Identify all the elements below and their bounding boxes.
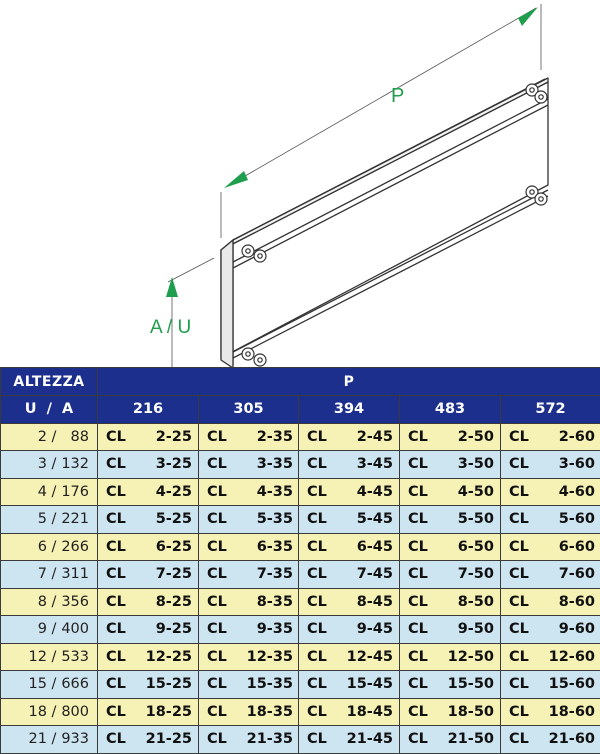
code-prefix: CL — [98, 456, 134, 472]
product-code-cell — [299, 533, 400, 561]
separator: / — [47, 676, 61, 692]
height-mm-value: 266 — [61, 539, 89, 555]
height-mm-value: 88 — [61, 429, 89, 445]
screw-icon — [535, 91, 547, 103]
product-code-cell — [199, 533, 299, 561]
code-prefix: CL — [199, 429, 235, 445]
code-number: 2-35 — [235, 429, 293, 445]
code-prefix: CL — [199, 456, 235, 472]
product-code-cell — [400, 478, 501, 506]
code-prefix: CL — [299, 484, 335, 500]
code-number: 8-25 — [134, 594, 192, 610]
product-code-cell — [98, 643, 199, 671]
code-prefix: CL — [299, 566, 335, 582]
code-number: 12-60 — [537, 649, 595, 665]
depth-value-header: 394 — [299, 396, 400, 424]
product-code-cell — [98, 698, 199, 726]
code-number: 2-50 — [436, 429, 494, 445]
code-prefix: CL — [400, 511, 436, 527]
product-code-cell — [199, 478, 299, 506]
depth-value-header: 216 — [98, 396, 199, 424]
units-value: 8 — [1, 594, 47, 610]
code-number: 12-45 — [335, 649, 393, 665]
product-code-cell — [501, 643, 600, 671]
code-number: 12-25 — [134, 649, 192, 665]
code-number: 8-60 — [537, 594, 595, 610]
code-prefix: CL — [501, 456, 537, 472]
code-number: 18-50 — [436, 704, 494, 720]
code-number: 21-60 — [537, 731, 595, 747]
code-prefix: CL — [98, 484, 134, 500]
height-cell — [1, 643, 98, 671]
code-number: 12-35 — [235, 649, 293, 665]
product-code-cell — [400, 423, 501, 451]
code-prefix: CL — [199, 649, 235, 665]
code-prefix: CL — [199, 539, 235, 555]
product-code-cell — [299, 506, 400, 534]
code-number: 4-35 — [235, 484, 293, 500]
code-prefix: CL — [299, 676, 335, 692]
height-mm-value: 666 — [61, 676, 89, 692]
separator: / — [47, 456, 61, 472]
units-value: 9 — [1, 621, 47, 637]
code-number: 4-45 — [335, 484, 393, 500]
depth-column-title: P — [98, 368, 600, 396]
code-number: 4-50 — [436, 484, 494, 500]
table-row — [1, 478, 600, 506]
code-number: 5-50 — [436, 511, 494, 527]
height-cell — [1, 671, 98, 699]
code-number: 9-50 — [436, 621, 494, 637]
product-code-cell — [98, 616, 199, 644]
code-prefix: CL — [299, 456, 335, 472]
code-prefix: CL — [98, 429, 134, 445]
product-code-cell — [299, 451, 400, 479]
code-number: 7-50 — [436, 566, 494, 582]
units-value: 5 — [1, 511, 47, 527]
code-prefix: CL — [501, 511, 537, 527]
product-code-cell — [98, 533, 199, 561]
table-row — [1, 616, 600, 644]
code-prefix: CL — [299, 621, 335, 637]
code-prefix: CL — [501, 594, 537, 610]
product-code-cell — [501, 588, 600, 616]
code-prefix: CL — [199, 484, 235, 500]
code-prefix: CL — [400, 456, 436, 472]
code-prefix: CL — [400, 566, 436, 582]
code-prefix: CL — [98, 731, 134, 747]
product-code-cell — [199, 588, 299, 616]
code-number: 8-35 — [235, 594, 293, 610]
table-row — [1, 506, 600, 534]
code-number: 9-35 — [235, 621, 293, 637]
code-prefix: CL — [98, 594, 134, 610]
table-row — [1, 561, 600, 589]
code-number: 18-60 — [537, 704, 595, 720]
product-code-cell — [98, 726, 199, 754]
table-row — [1, 671, 600, 699]
product-code-cell — [199, 506, 299, 534]
units-value: 18 — [1, 704, 47, 720]
product-code-cell — [501, 561, 600, 589]
code-prefix: CL — [501, 539, 537, 555]
code-number: 6-25 — [134, 539, 192, 555]
code-prefix: CL — [199, 511, 235, 527]
product-code-cell — [299, 423, 400, 451]
code-prefix: CL — [299, 704, 335, 720]
code-prefix: CL — [98, 539, 134, 555]
separator: / — [47, 484, 61, 500]
code-number: 9-45 — [335, 621, 393, 637]
screw-icon — [242, 245, 254, 257]
code-prefix: CL — [501, 484, 537, 500]
code-number: 18-35 — [235, 704, 293, 720]
height-mm-value: 400 — [61, 621, 89, 637]
depth-value-header: 483 — [400, 396, 501, 424]
height-cell — [1, 506, 98, 534]
product-code-cell — [199, 726, 299, 754]
height-cell — [1, 726, 98, 754]
product-code-cell — [400, 671, 501, 699]
code-prefix: CL — [501, 731, 537, 747]
code-number: 4-25 — [134, 484, 192, 500]
code-number: 9-25 — [134, 621, 192, 637]
product-code-cell — [299, 698, 400, 726]
product-code-cell — [199, 616, 299, 644]
code-prefix: CL — [400, 704, 436, 720]
height-cell — [1, 451, 98, 479]
dimension-height-label: A / U — [150, 317, 191, 338]
depth-value-header: 572 — [501, 396, 600, 424]
code-number: 6-50 — [436, 539, 494, 555]
units-value: 6 — [1, 539, 47, 555]
separator: / — [47, 539, 61, 555]
code-number: 21-35 — [235, 731, 293, 747]
units-value: 2 — [1, 429, 47, 445]
code-prefix: CL — [199, 676, 235, 692]
code-number: 6-60 — [537, 539, 595, 555]
spec-table — [0, 367, 600, 754]
code-prefix: CL — [299, 429, 335, 445]
table-header-row-1 — [1, 368, 600, 396]
height-mm-value: 311 — [61, 566, 89, 582]
product-code-cell — [299, 726, 400, 754]
code-prefix: CL — [400, 594, 436, 610]
code-number: 3-50 — [436, 456, 494, 472]
code-prefix: CL — [299, 731, 335, 747]
arrow-left-icon — [224, 171, 248, 188]
code-prefix: CL — [199, 594, 235, 610]
product-code-cell — [299, 478, 400, 506]
table-row — [1, 726, 600, 754]
separator: / — [47, 594, 61, 610]
product-code-cell — [400, 588, 501, 616]
code-number: 4-60 — [537, 484, 595, 500]
code-number: 2-25 — [134, 429, 192, 445]
height-mm-value: 132 — [61, 456, 89, 472]
code-prefix: CL — [98, 621, 134, 637]
height-cell — [1, 561, 98, 589]
code-number: 3-45 — [335, 456, 393, 472]
code-number: 21-25 — [134, 731, 192, 747]
code-number: 3-60 — [537, 456, 595, 472]
screw-icon — [254, 354, 266, 366]
product-code-cell — [299, 561, 400, 589]
product-code-cell — [199, 451, 299, 479]
code-prefix: CL — [501, 704, 537, 720]
units-value: 7 — [1, 566, 47, 582]
code-number: 5-45 — [335, 511, 393, 527]
code-prefix: CL — [98, 566, 134, 582]
product-code-cell — [501, 698, 600, 726]
arrow-right-icon — [518, 7, 538, 26]
product-code-cell — [400, 451, 501, 479]
code-number: 15-35 — [235, 676, 293, 692]
product-code-cell — [501, 451, 600, 479]
height-cell — [1, 478, 98, 506]
blank-panel-outline — [221, 78, 548, 368]
product-code-cell — [98, 478, 199, 506]
code-number: 5-35 — [235, 511, 293, 527]
code-prefix: CL — [98, 676, 134, 692]
code-prefix: CL — [199, 704, 235, 720]
code-prefix: CL — [400, 649, 436, 665]
height-mm-value: 221 — [61, 511, 89, 527]
code-prefix: CL — [400, 429, 436, 445]
separator: / — [47, 511, 61, 527]
ua-column-label: U / A — [1, 396, 98, 424]
code-number: 5-60 — [537, 511, 595, 527]
product-code-cell — [501, 506, 600, 534]
code-prefix: CL — [98, 704, 134, 720]
code-number: 15-50 — [436, 676, 494, 692]
code-number: 21-45 — [335, 731, 393, 747]
product-code-cell — [501, 671, 600, 699]
code-prefix: CL — [199, 566, 235, 582]
separator: / — [47, 649, 61, 665]
product-code-cell — [98, 671, 199, 699]
product-code-cell — [299, 588, 400, 616]
code-prefix: CL — [400, 539, 436, 555]
code-prefix: CL — [299, 594, 335, 610]
code-number: 15-25 — [134, 676, 192, 692]
table-row — [1, 643, 600, 671]
code-prefix: CL — [98, 511, 134, 527]
code-number: 15-45 — [335, 676, 393, 692]
product-code-cell — [98, 423, 199, 451]
table-row — [1, 451, 600, 479]
table-row — [1, 698, 600, 726]
product-code-cell — [400, 506, 501, 534]
separator: / — [47, 429, 61, 445]
separator: / — [47, 704, 61, 720]
code-number: 8-50 — [436, 594, 494, 610]
product-code-cell — [400, 698, 501, 726]
code-number: 9-60 — [537, 621, 595, 637]
dimension-height — [150, 258, 214, 375]
code-prefix: CL — [299, 649, 335, 665]
table-row — [1, 588, 600, 616]
height-mm-value: 800 — [61, 704, 89, 720]
code-number: 21-50 — [436, 731, 494, 747]
product-code-cell — [501, 726, 600, 754]
code-number: 15-60 — [537, 676, 595, 692]
height-cell — [1, 533, 98, 561]
screw-icon — [254, 250, 266, 262]
product-code-cell — [199, 643, 299, 671]
code-number: 8-45 — [335, 594, 393, 610]
code-prefix: CL — [400, 676, 436, 692]
separator: / — [47, 621, 61, 637]
product-code-cell — [299, 671, 400, 699]
depth-value-header: 305 — [199, 396, 299, 424]
height-mm-value: 356 — [61, 594, 89, 610]
dimension-p-label: P — [391, 85, 404, 107]
height-mm-value: 533 — [61, 649, 89, 665]
code-number: 3-25 — [134, 456, 192, 472]
code-prefix: CL — [98, 649, 134, 665]
panel-drawing — [0, 0, 600, 375]
code-prefix: CL — [501, 649, 537, 665]
code-prefix: CL — [299, 539, 335, 555]
height-cell — [1, 588, 98, 616]
screw-icon — [535, 193, 547, 205]
product-code-cell — [98, 561, 199, 589]
code-prefix: CL — [501, 566, 537, 582]
product-code-cell — [299, 616, 400, 644]
units-value: 3 — [1, 456, 47, 472]
code-number: 12-50 — [436, 649, 494, 665]
units-value: 4 — [1, 484, 47, 500]
code-number: 18-25 — [134, 704, 192, 720]
code-number: 7-60 — [537, 566, 595, 582]
height-mm-value: 176 — [61, 484, 89, 500]
height-cell — [1, 423, 98, 451]
code-prefix: CL — [501, 621, 537, 637]
product-code-cell — [400, 561, 501, 589]
screw-icon — [242, 348, 254, 360]
height-mm-value: 933 — [61, 731, 89, 747]
separator: / — [47, 566, 61, 582]
height-cell — [1, 698, 98, 726]
product-code-cell — [199, 561, 299, 589]
product-code-cell — [299, 643, 400, 671]
units-value: 12 — [1, 649, 47, 665]
product-code-cell — [400, 616, 501, 644]
code-prefix: CL — [501, 676, 537, 692]
table-row — [1, 423, 600, 451]
product-code-cell — [98, 588, 199, 616]
table-row — [1, 533, 600, 561]
product-code-cell — [400, 533, 501, 561]
code-number: 5-25 — [134, 511, 192, 527]
code-number: 18-45 — [335, 704, 393, 720]
height-column-title: ALTEZZA — [1, 368, 98, 396]
product-code-cell — [199, 423, 299, 451]
product-code-cell — [501, 533, 600, 561]
product-code-cell — [400, 726, 501, 754]
separator: / — [47, 731, 61, 747]
product-code-cell — [501, 478, 600, 506]
code-prefix: CL — [400, 484, 436, 500]
code-number: 6-35 — [235, 539, 293, 555]
code-number: 2-45 — [335, 429, 393, 445]
product-code-cell — [98, 451, 199, 479]
code-prefix: CL — [199, 621, 235, 637]
product-code-cell — [501, 423, 600, 451]
product-code-cell — [199, 671, 299, 699]
code-number: 7-25 — [134, 566, 192, 582]
product-code-cell — [98, 506, 199, 534]
units-value: 21 — [1, 731, 47, 747]
code-number: 7-35 — [235, 566, 293, 582]
product-code-cell — [400, 643, 501, 671]
code-number: 3-35 — [235, 456, 293, 472]
code-prefix: CL — [299, 511, 335, 527]
code-prefix: CL — [400, 621, 436, 637]
height-cell — [1, 616, 98, 644]
code-prefix: CL — [199, 731, 235, 747]
arrow-up-icon — [166, 277, 178, 297]
product-code-cell — [199, 698, 299, 726]
units-value: 15 — [1, 676, 47, 692]
table-header-row-2 — [1, 396, 600, 424]
product-code-cell — [501, 616, 600, 644]
code-prefix: CL — [400, 731, 436, 747]
code-prefix: CL — [501, 429, 537, 445]
code-number: 2-60 — [537, 429, 595, 445]
code-number: 6-45 — [335, 539, 393, 555]
code-number: 7-45 — [335, 566, 393, 582]
